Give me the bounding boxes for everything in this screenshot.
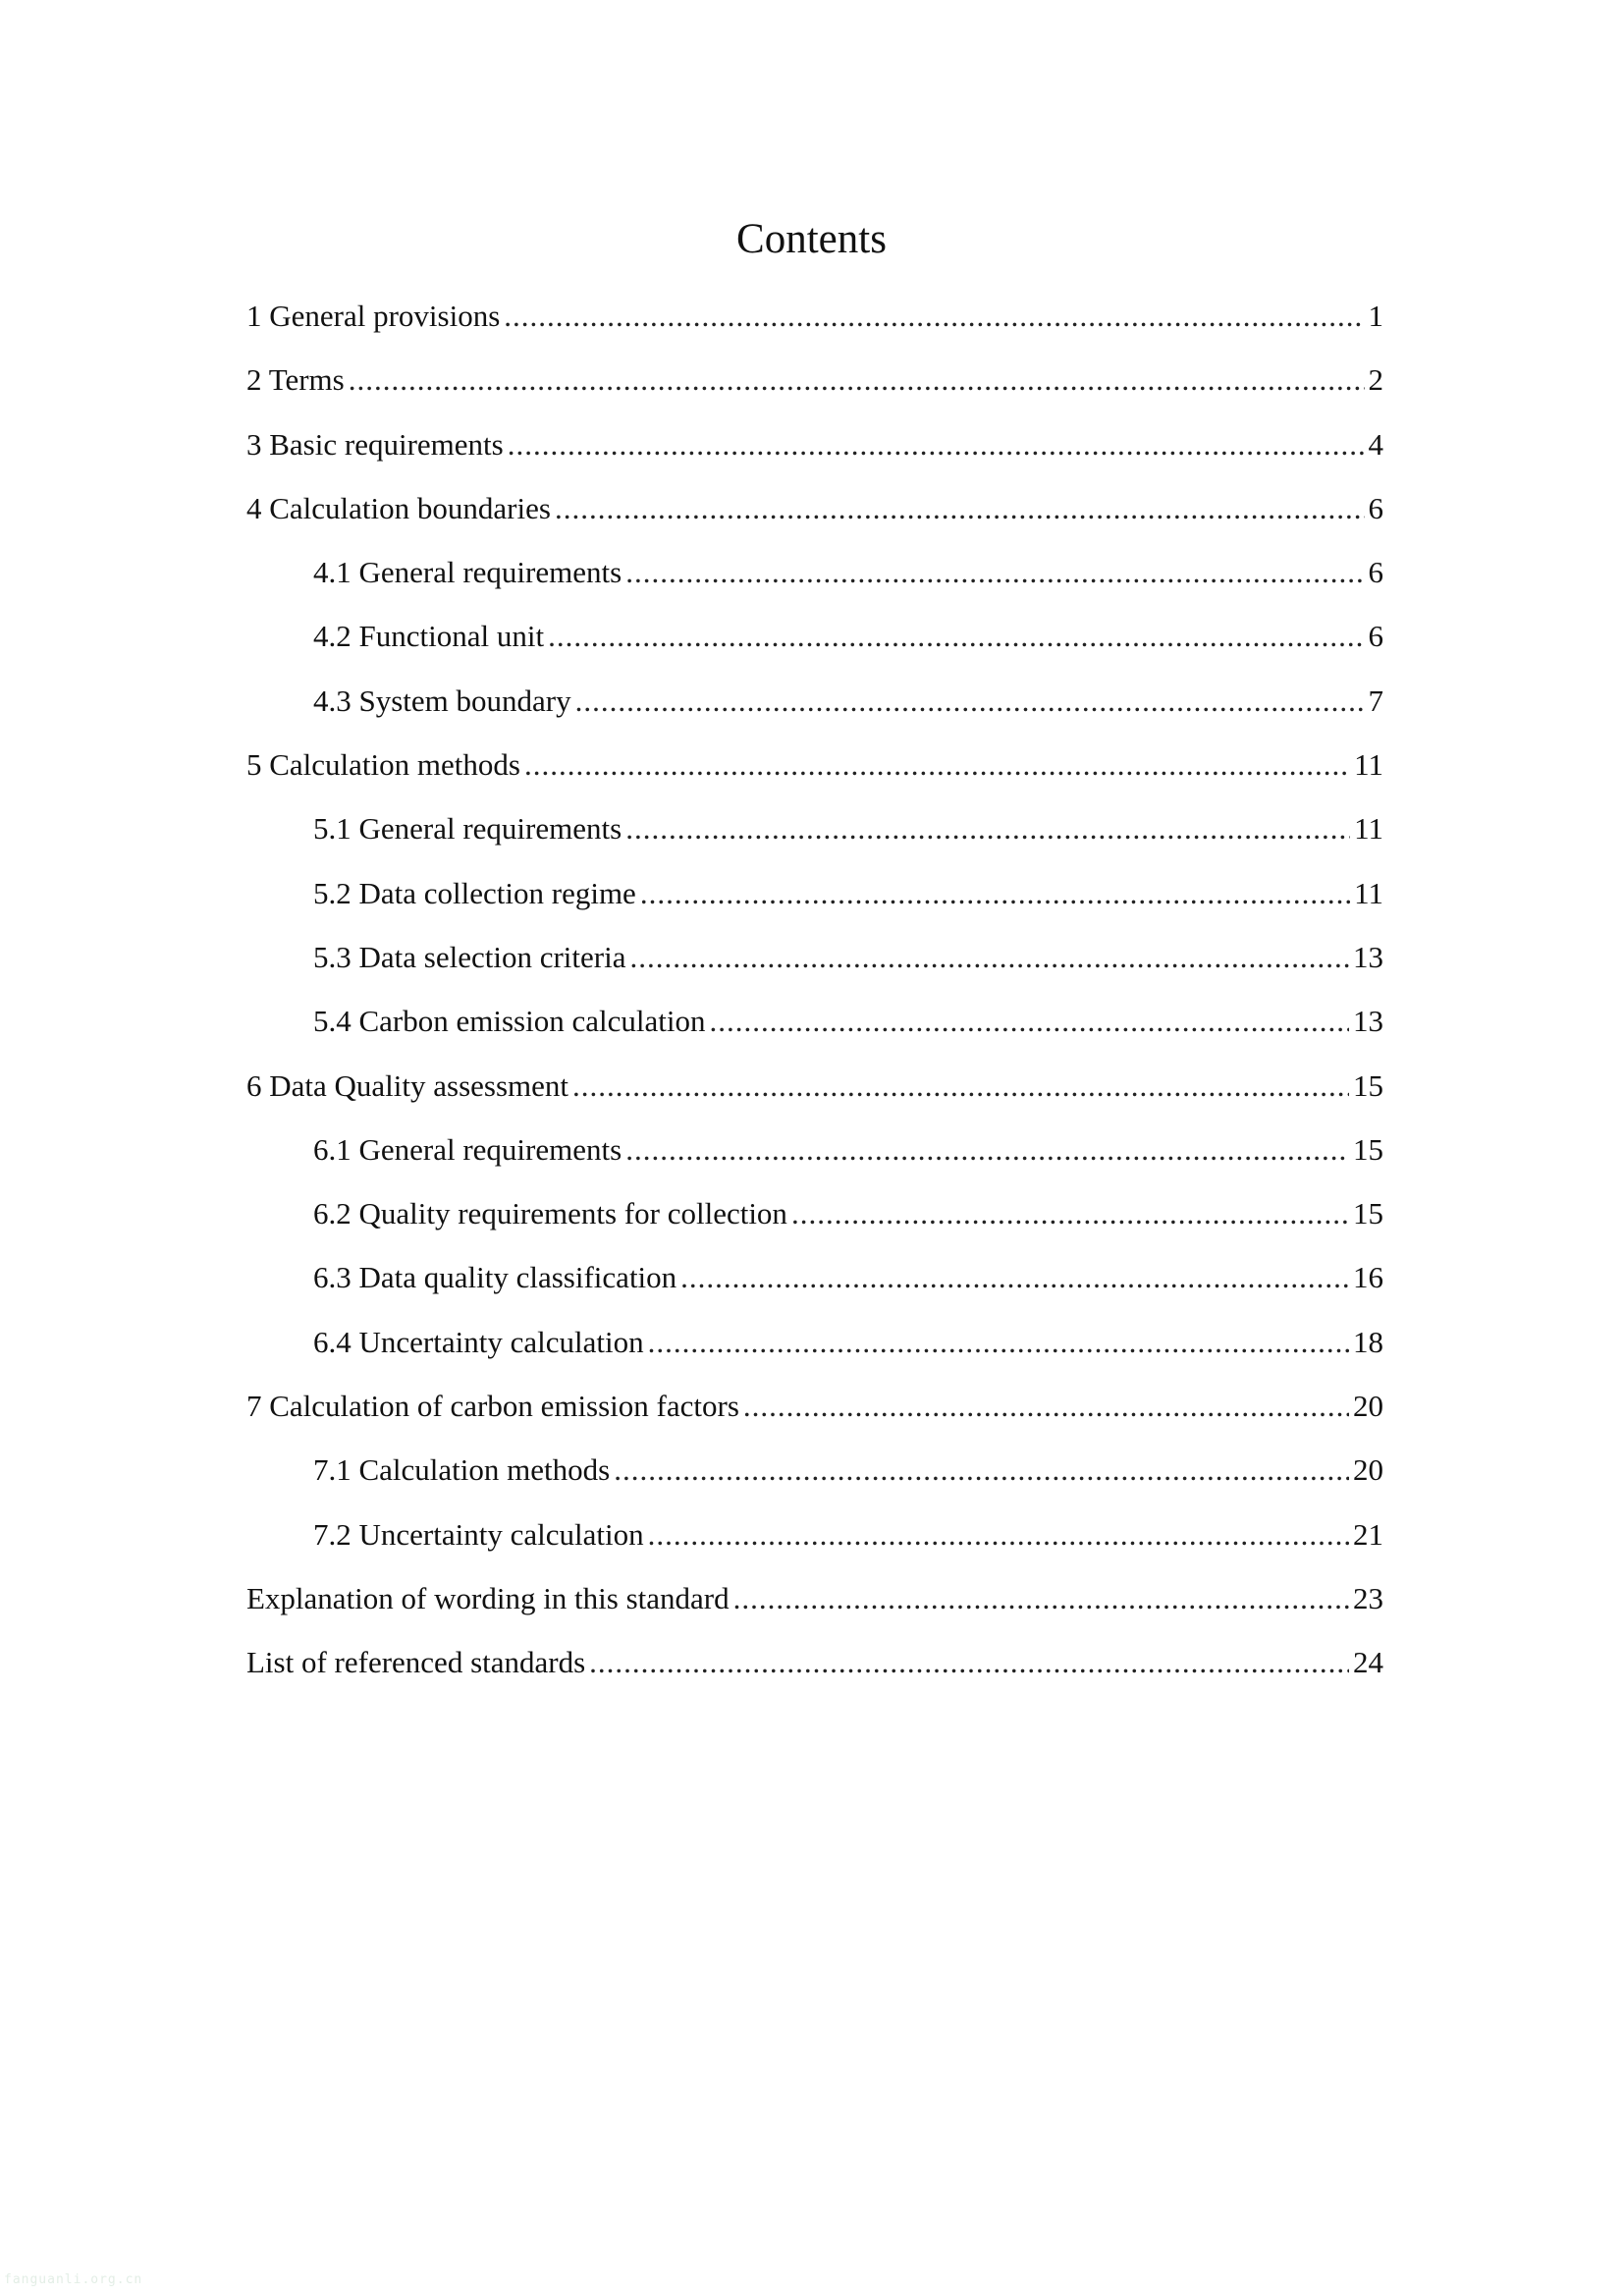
toc-leader-dots	[680, 1250, 1349, 1305]
toc-page-number: 1	[1368, 299, 1383, 333]
toc-leader-dots	[508, 417, 1365, 472]
toc-entry-label: 4.2 Functional unit	[313, 619, 545, 654]
toc-subentry[interactable]	[246, 1122, 1383, 1186]
toc-entry-label: 6.1 General requirements	[313, 1131, 622, 1167]
toc-entry-label: 2 Terms	[246, 362, 345, 398]
toc-leader-dots	[709, 994, 1349, 1049]
toc-subentry[interactable]	[246, 1250, 1383, 1314]
toc-page-number: 6	[1368, 555, 1383, 590]
toc-page-number: 15	[1353, 1131, 1383, 1167]
toc-leader-dots	[548, 609, 1364, 664]
toc-leader-dots	[629, 930, 1349, 985]
toc-entry[interactable]	[246, 417, 1383, 481]
toc-entry-label: 7 Calculation of carbon emission factors	[246, 1389, 739, 1424]
toc-entry[interactable]	[246, 1571, 1383, 1635]
toc-leader-dots	[555, 481, 1365, 536]
toc-page-number: 13	[1353, 1004, 1383, 1039]
toc-page-number: 20	[1353, 1452, 1383, 1488]
toc-entry-label: Explanation of wording in this standard	[246, 1580, 730, 1615]
toc-entry[interactable]	[246, 1635, 1383, 1699]
toc-entry[interactable]	[246, 289, 1383, 353]
toc-leader-dots	[504, 289, 1364, 344]
page-title: Contents	[736, 216, 887, 262]
toc-leader-dots	[625, 1122, 1349, 1177]
toc-entry-label: 6.3 Data quality classification	[313, 1260, 677, 1295]
toc-entry-label: 3 Basic requirements	[246, 426, 504, 462]
toc-page-number: 21	[1353, 1516, 1383, 1552]
toc-subentry[interactable]	[246, 1186, 1383, 1250]
toc-leader-dots	[648, 1315, 1349, 1370]
toc-leader-dots	[791, 1186, 1349, 1241]
toc-subentry[interactable]	[246, 930, 1383, 994]
toc-page-number: 6	[1368, 490, 1383, 525]
toc-page-number: 20	[1353, 1389, 1383, 1424]
toc-leader-dots	[625, 545, 1364, 600]
toc-entry-label: 4 Calculation boundaries	[246, 490, 551, 525]
toc-subentry[interactable]	[246, 674, 1383, 738]
toc-page-number: 11	[1354, 811, 1383, 847]
toc-leader-dots	[524, 738, 1350, 793]
toc-page-number: 24	[1353, 1645, 1383, 1680]
toc-entry-label: 6.4 Uncertainty calculation	[313, 1324, 644, 1359]
toc-subentry[interactable]	[246, 609, 1383, 673]
toc-page-number: 18	[1353, 1324, 1383, 1359]
toc-entry-label: 5.3 Data selection criteria	[313, 939, 626, 974]
toc-leader-dots	[614, 1443, 1349, 1498]
watermark-text: fanguanli.org.cn	[4, 2272, 143, 2287]
toc-entry-label: 5.2 Data collection regime	[313, 875, 636, 910]
toc-entry-label: 7.2 Uncertainty calculation	[313, 1516, 644, 1552]
toc-leader-dots	[640, 866, 1350, 921]
toc-page-number: 15	[1353, 1067, 1383, 1103]
toc-page-number: 6	[1368, 619, 1383, 654]
toc-leader-dots	[733, 1571, 1349, 1626]
toc-page-number: 13	[1353, 939, 1383, 974]
toc-leader-dots	[743, 1379, 1349, 1434]
toc-entry[interactable]	[246, 738, 1383, 801]
toc-entry-label: 4.3 System boundary	[313, 683, 571, 718]
toc-entry[interactable]	[246, 481, 1383, 545]
toc-page-number: 11	[1354, 875, 1383, 910]
toc-page-number: 2	[1368, 362, 1383, 398]
toc-entry-label: 5 Calculation methods	[246, 747, 520, 783]
toc-page-number: 15	[1353, 1196, 1383, 1231]
toc-subentry[interactable]	[246, 994, 1383, 1058]
toc-leader-dots	[572, 1059, 1349, 1114]
toc-page-number: 16	[1353, 1260, 1383, 1295]
toc-entry-label: 5.1 General requirements	[313, 811, 622, 847]
toc-leader-dots	[349, 353, 1365, 408]
toc-entry-label: 4.1 General requirements	[313, 555, 622, 590]
toc-entry-label: 6 Data Quality assessment	[246, 1067, 569, 1103]
toc-subentry[interactable]	[246, 866, 1383, 930]
toc-page-number: 4	[1368, 426, 1383, 462]
toc-subentry[interactable]	[246, 801, 1383, 865]
table-of-contents	[246, 289, 1383, 1700]
toc-leader-dots	[648, 1507, 1349, 1562]
toc-entry[interactable]	[246, 353, 1383, 416]
toc-entry-label: 1 General provisions	[246, 299, 501, 333]
toc-entry-label: 5.4 Carbon emission calculation	[313, 1004, 706, 1039]
toc-entry[interactable]	[246, 1059, 1383, 1122]
toc-entry-label: 6.2 Quality requirements for collection	[313, 1196, 787, 1231]
toc-page-number: 23	[1353, 1580, 1383, 1615]
toc-page-number: 7	[1368, 683, 1383, 718]
toc-entry-label: List of referenced standards	[246, 1645, 586, 1680]
toc-subentry[interactable]	[246, 545, 1383, 609]
toc-entry[interactable]	[246, 1379, 1383, 1443]
toc-subentry[interactable]	[246, 1315, 1383, 1379]
toc-page-number: 11	[1354, 747, 1383, 783]
toc-subentry[interactable]	[246, 1443, 1383, 1506]
toc-leader-dots	[625, 801, 1350, 856]
toc-subentry[interactable]	[246, 1507, 1383, 1571]
toc-entry-label: 7.1 Calculation methods	[313, 1452, 611, 1488]
toc-leader-dots	[589, 1635, 1349, 1690]
toc-leader-dots	[575, 674, 1365, 729]
